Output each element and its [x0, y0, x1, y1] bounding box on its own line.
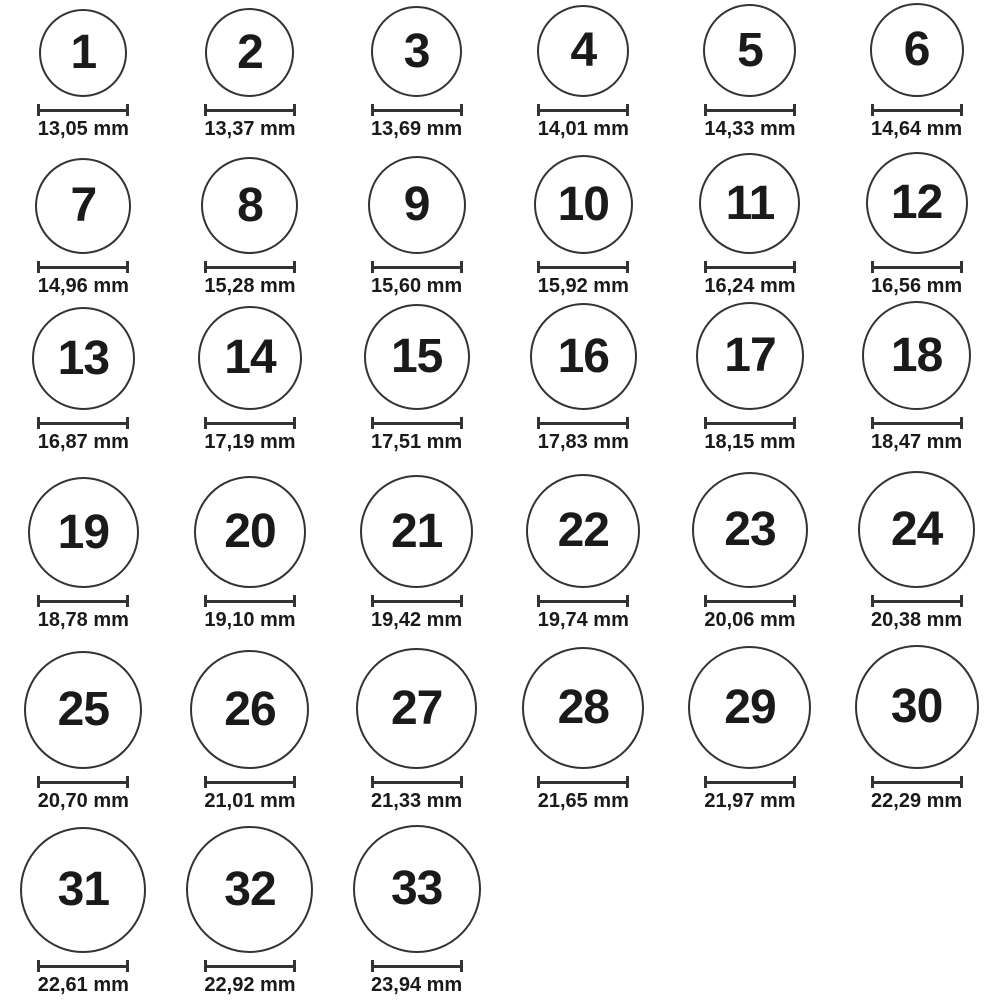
ring-circle [186, 826, 313, 953]
ring-circle [201, 157, 298, 254]
ring-size-item [167, 140, 334, 297]
ring-size-item [167, 453, 334, 631]
diameter-measure-line [537, 417, 629, 429]
diameter-label: 22,61 mm [37, 974, 129, 996]
diameter-label: 19,74 mm [537, 609, 629, 631]
diameter-measure-line [371, 595, 463, 607]
ring-circle [692, 472, 808, 588]
ring-size-item [333, 140, 500, 297]
diameter-measure-line [704, 104, 796, 116]
diameter-label: 13,37 mm [204, 118, 296, 140]
ring-size-number: 29 [724, 680, 776, 734]
ring-size-number: 25 [57, 683, 110, 736]
diameter-measure-line [371, 261, 463, 273]
ring-size-item [333, 812, 500, 996]
ring-circle [537, 5, 629, 97]
ring-circle [371, 6, 462, 97]
diameter-label: 18,15 mm [704, 431, 796, 453]
ring-circle [32, 307, 135, 410]
ring-size-number: 20 [224, 505, 276, 558]
ring-circle [688, 646, 811, 769]
diameter-label: 21,33 mm [371, 790, 463, 812]
ring-circle [353, 825, 481, 953]
ring-size-number: 22 [557, 504, 609, 557]
ring-circle [866, 152, 968, 254]
diameter-measure-line [537, 776, 629, 788]
ring-size-item [667, 453, 834, 631]
diameter-label: 21,65 mm [537, 790, 629, 812]
ring-circle [530, 303, 637, 410]
diameter-measure-line [37, 261, 129, 273]
ring-size-item [0, 812, 167, 996]
ring-size-number: 3 [403, 24, 430, 78]
ring-size-number: 17 [724, 329, 776, 382]
diameter-label: 14,01 mm [537, 118, 629, 140]
ring-size-item [667, 140, 834, 297]
diameter-measure-line [537, 595, 629, 607]
ring-size-item [667, 297, 834, 453]
diameter-measure-line [204, 960, 296, 972]
ring-size-item [833, 297, 1000, 453]
diameter-measure-line [371, 417, 463, 429]
diameter-label: 21,97 mm [704, 790, 796, 812]
ring-circle [35, 158, 131, 254]
diameter-measure-line [704, 417, 796, 429]
ring-size-item [500, 631, 667, 812]
diameter-label: 15,28 mm [204, 275, 296, 297]
diameter-label: 15,60 mm [371, 275, 463, 297]
ring-size-number: 7 [70, 179, 97, 232]
ring-size-number: 27 [390, 681, 443, 735]
ring-circle [28, 477, 139, 588]
diameter-label: 17,19 mm [204, 431, 296, 453]
ring-size-item [500, 297, 667, 453]
diameter-measure-line [204, 417, 296, 429]
diameter-label: 15,92 mm [537, 275, 629, 297]
ring-circle [862, 301, 971, 410]
ring-size-item [833, 453, 1000, 631]
ring-circle [703, 4, 796, 97]
diameter-measure-line [871, 104, 963, 116]
ring-circle [39, 9, 127, 97]
diameter-measure-line [871, 595, 963, 607]
diameter-measure-line [37, 595, 129, 607]
diameter-label: 20,06 mm [704, 609, 796, 631]
diameter-label: 20,38 mm [871, 609, 963, 631]
diameter-measure-line [204, 261, 296, 273]
ring-size-item [333, 453, 500, 631]
ring-size-item [0, 140, 167, 297]
ring-size-item [833, 3, 1000, 140]
size-row [0, 812, 1000, 996]
ring-size-number: 32 [224, 862, 276, 916]
ring-size-item [167, 631, 334, 812]
diameter-measure-line [704, 776, 796, 788]
diameter-measure-line [37, 960, 129, 972]
ring-size-item [0, 297, 167, 453]
ring-size-number: 28 [557, 681, 609, 734]
diameter-label: 13,05 mm [37, 118, 129, 140]
diameter-measure-line [37, 417, 129, 429]
ring-circle [696, 302, 804, 410]
diameter-measure-line [204, 776, 296, 788]
ring-size-item [167, 812, 334, 996]
diameter-label: 17,51 mm [371, 431, 463, 453]
ring-circle [205, 8, 294, 97]
diameter-measure-line [371, 960, 463, 972]
ring-size-number: 21 [390, 504, 443, 558]
diameter-label: 13,69 mm [371, 118, 463, 140]
ring-size-number: 1 [70, 26, 97, 79]
diameter-measure-line [204, 595, 296, 607]
diameter-label: 14,64 mm [871, 118, 963, 140]
diameter-measure-line [704, 261, 796, 273]
diameter-label: 19,42 mm [371, 609, 463, 631]
ring-size-item [167, 3, 334, 140]
diameter-measure-line [871, 417, 963, 429]
ring-size-number: 30 [890, 680, 943, 733]
ring-size-item [500, 453, 667, 631]
ring-size-number: 6 [903, 23, 930, 76]
ring-size-number: 24 [890, 502, 943, 556]
diameter-label: 14,96 mm [37, 275, 129, 297]
diameter-label: 21,01 mm [204, 790, 296, 812]
ring-size-number: 23 [724, 503, 776, 556]
diameter-label: 22,92 mm [204, 974, 296, 996]
ring-size-number: 18 [890, 328, 943, 382]
diameter-label: 18,47 mm [871, 431, 963, 453]
ring-size-number: 8 [237, 178, 263, 232]
diameter-measure-line [371, 776, 463, 788]
ring-size-number: 15 [390, 330, 443, 383]
ring-circle [360, 475, 473, 588]
diameter-label: 18,78 mm [37, 609, 129, 631]
ring-circle [699, 153, 800, 254]
ring-circle [194, 476, 306, 588]
diameter-label: 22,29 mm [871, 790, 963, 812]
size-row [0, 631, 1000, 812]
ring-size-number: 12 [890, 176, 943, 229]
ring-size-item [833, 631, 1000, 812]
diameter-label: 23,94 mm [371, 974, 463, 996]
ring-size-item [0, 3, 167, 140]
diameter-label: 20,70 mm [37, 790, 129, 812]
ring-size-item [333, 3, 500, 140]
ring-size-number: 26 [224, 682, 276, 736]
ring-circle [198, 306, 302, 410]
diameter-measure-line [204, 104, 296, 116]
ring-size-item [333, 297, 500, 453]
ring-size-number: 14 [224, 331, 276, 384]
ring-size-number: 5 [737, 23, 763, 77]
ring-size-item [167, 297, 334, 453]
size-row [0, 140, 1000, 297]
ring-circle [190, 650, 309, 769]
ring-size-number: 19 [57, 505, 110, 559]
diameter-measure-line [537, 261, 629, 273]
ring-size-number: 31 [57, 863, 110, 916]
ring-circle [870, 3, 964, 97]
ring-size-number: 13 [57, 331, 110, 385]
ring-size-item [833, 140, 1000, 297]
ring-circle [526, 474, 640, 588]
diameter-label: 16,87 mm [37, 431, 129, 453]
ring-size-number: 16 [557, 329, 609, 383]
ring-size-number: 9 [403, 178, 430, 231]
ring-size-item [0, 453, 167, 631]
ring-size-number: 2 [237, 25, 263, 79]
diameter-label: 19,10 mm [204, 609, 296, 631]
ring-size-number: 4 [570, 24, 597, 77]
ring-circle [368, 156, 466, 254]
diameter-measure-line [371, 104, 463, 116]
ring-circle [364, 304, 470, 410]
diameter-measure-line [37, 104, 129, 116]
ring-size-number: 10 [557, 177, 609, 231]
ring-circle [534, 155, 633, 254]
ring-size-item [500, 140, 667, 297]
ring-size-item [500, 3, 667, 140]
ring-size-item [667, 631, 834, 812]
ring-circle [855, 645, 979, 769]
diameter-measure-line [871, 261, 963, 273]
diameter-label: 17,83 mm [537, 431, 629, 453]
diameter-measure-line [37, 776, 129, 788]
ring-circle [20, 827, 146, 953]
ring-size-number: 33 [390, 862, 443, 915]
ring-size-item [667, 3, 834, 140]
diameter-label: 14,33 mm [704, 118, 796, 140]
diameter-label: 16,56 mm [871, 275, 963, 297]
size-row [0, 3, 1000, 140]
diameter-label: 16,24 mm [704, 275, 796, 297]
ring-size-item [333, 631, 500, 812]
ring-circle [356, 648, 477, 769]
ring-circle [522, 647, 644, 769]
ring-circle [24, 651, 142, 769]
diameter-measure-line [871, 776, 963, 788]
diameter-measure-line [537, 104, 629, 116]
ring-circle [858, 471, 975, 588]
diameter-measure-line [704, 595, 796, 607]
size-row [0, 297, 1000, 453]
ring-size-item [0, 631, 167, 812]
ring-size-number: 11 [725, 176, 775, 230]
size-row [0, 453, 1000, 631]
